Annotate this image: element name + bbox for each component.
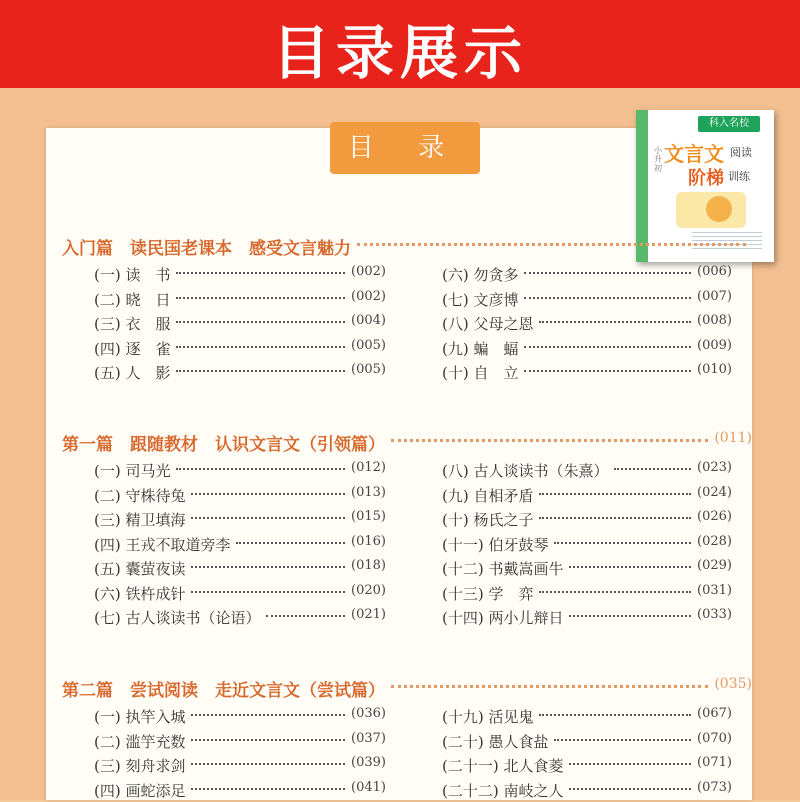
entry-leader-dots <box>176 297 345 299</box>
toc-entry <box>442 362 732 384</box>
entry-page-number: (008) <box>697 313 732 328</box>
entry-leader-dots <box>176 321 345 323</box>
entry-title: (三) 精卫填海 <box>94 511 186 529</box>
toc-entry <box>442 780 732 802</box>
entry-title: (十) 杨氏之子 <box>442 511 534 529</box>
toc-entry <box>442 583 732 605</box>
entry-leader-dots <box>569 763 691 765</box>
entry-leader-dots <box>539 517 691 519</box>
cover-title-main-2: 阶梯 <box>688 168 724 189</box>
section-heading <box>62 234 752 258</box>
entry-page-number: (007) <box>697 288 732 304</box>
entry-title: (二十一) 北人食菱 <box>442 757 564 775</box>
entry-page-number: (031) <box>697 582 732 598</box>
toc-entry <box>442 534 732 556</box>
entry-page-number: (009) <box>697 337 732 353</box>
section-heading <box>62 676 752 700</box>
entry-page-number: (010) <box>697 362 732 377</box>
cover-title-main: 文言文 <box>664 142 724 166</box>
entry-leader-dots <box>176 370 345 372</box>
toc-entry <box>94 706 386 728</box>
cover-side-text: 小升初 <box>654 146 662 173</box>
toc-entry <box>442 264 732 286</box>
toc-entry <box>94 607 386 629</box>
entry-page-number: (026) <box>697 509 732 524</box>
toc-entry <box>94 460 386 482</box>
toc-entry <box>94 509 386 531</box>
toc-entry <box>94 755 386 777</box>
entry-leader-dots <box>524 346 691 348</box>
section-title: 入门篇 读民国老课本 感受文言魅力 <box>62 239 351 259</box>
toc-entry <box>94 558 386 580</box>
toc-entry <box>94 313 386 335</box>
entry-leader-dots <box>524 297 691 299</box>
entry-page-number: (029) <box>697 558 732 573</box>
entry-leader-dots <box>191 591 345 593</box>
entry-leader-dots <box>176 468 345 470</box>
entry-title: (十三) 学 弈 <box>442 584 534 603</box>
entry-page-number: (020) <box>351 582 386 598</box>
entry-page-number: (070) <box>697 730 732 746</box>
toc-entry <box>442 509 732 531</box>
title-banner <box>0 0 800 88</box>
entry-page-number: (024) <box>697 484 732 500</box>
toc-entry <box>442 755 732 777</box>
entry-page-number: (016) <box>351 533 386 549</box>
entry-title: (七) 文彦博 <box>442 290 519 309</box>
entry-title: (九) 蝙 蝠 <box>442 339 519 358</box>
toc-entry <box>442 706 732 728</box>
entry-title: (十二) 书戴嵩画牛 <box>442 560 564 578</box>
toc-entry <box>94 362 386 384</box>
entry-title: (一) 读 书 <box>94 266 171 284</box>
entry-title: (三) 刻舟求剑 <box>94 757 186 775</box>
entry-title: (十九) 活见鬼 <box>442 708 534 726</box>
toc-entry <box>442 313 732 335</box>
entry-leader-dots <box>191 714 345 716</box>
entry-title: (四) 逐 雀 <box>94 339 171 358</box>
toc-entry <box>442 338 732 360</box>
entry-page-number: (018) <box>351 558 386 573</box>
entry-leader-dots <box>191 566 345 568</box>
entry-page-number: (021) <box>351 607 386 622</box>
section-title: 第二篇 尝试阅读 走近文言文（尝试篇） <box>62 681 385 701</box>
toc-entry <box>94 731 386 753</box>
entry-page-number: (028) <box>697 533 732 549</box>
section-page-number: (011) <box>714 430 752 446</box>
toc-entry <box>442 289 732 311</box>
entry-page-number: (023) <box>697 460 732 475</box>
cover-title-sub-2: 训练 <box>728 170 750 183</box>
entry-leader-dots <box>191 493 345 495</box>
toc-entry <box>442 607 732 629</box>
entry-title: (十一) 伯牙鼓琴 <box>442 535 549 554</box>
entry-page-number: (013) <box>351 484 386 500</box>
toc-entry <box>94 338 386 360</box>
entry-page-number: (037) <box>351 730 386 746</box>
entry-title: (二) 守株待兔 <box>94 486 186 505</box>
entry-title: (四) 王戎不取道旁李 <box>94 535 231 554</box>
entry-title: (七) 古人谈读书（论语） <box>94 609 261 627</box>
entry-page-number: (033) <box>697 607 732 622</box>
section-leader-dots <box>391 685 708 688</box>
entry-title: (二十) 愚人食盐 <box>442 732 549 751</box>
entry-page-number: (073) <box>697 779 732 795</box>
entry-page-number: (005) <box>351 362 386 377</box>
entry-title: (八) 古人谈读书（朱熹） <box>442 462 609 480</box>
toc-heading: 目 录 <box>330 122 480 174</box>
entry-leader-dots <box>524 272 691 274</box>
entry-title: (二十二) 南岐之人 <box>442 781 564 800</box>
entry-page-number: (039) <box>351 755 386 770</box>
toc-entry <box>442 460 732 482</box>
entry-leader-dots <box>191 763 345 765</box>
section-page-number: (035) <box>714 676 752 692</box>
entry-title: (一) 司马光 <box>94 462 171 480</box>
entry-page-number: (002) <box>351 264 386 279</box>
cover-badge: 科入名校 <box>698 116 760 132</box>
entry-leader-dots <box>554 542 691 544</box>
entry-leader-dots <box>539 714 691 716</box>
entry-leader-dots <box>176 346 345 348</box>
entry-page-number: (002) <box>351 288 386 304</box>
entry-leader-dots <box>176 272 345 274</box>
entry-leader-dots <box>191 517 345 519</box>
toc-entry <box>94 534 386 556</box>
entry-title: (八) 父母之恩 <box>442 315 534 333</box>
entry-leader-dots <box>539 591 691 593</box>
toc-entry <box>94 485 386 507</box>
entry-page-number: (006) <box>697 264 732 279</box>
cover-title-sub: 阅读 <box>730 146 752 159</box>
entry-leader-dots <box>569 566 691 568</box>
entry-title: (十) 自 立 <box>442 364 519 382</box>
entry-page-number: (067) <box>697 706 732 721</box>
entry-title: (五) 人 影 <box>94 364 171 382</box>
entry-title: (九) 自相矛盾 <box>442 486 534 505</box>
toc-entry <box>94 583 386 605</box>
entry-leader-dots <box>569 615 691 617</box>
entry-title: (一) 执竿入城 <box>94 708 186 726</box>
entry-leader-dots <box>236 542 345 544</box>
entry-leader-dots <box>191 788 345 790</box>
section-heading <box>62 430 752 454</box>
entry-leader-dots <box>539 321 691 323</box>
section-leader-dots <box>391 439 708 442</box>
toc-entry <box>94 264 386 286</box>
entry-page-number: (071) <box>697 755 732 770</box>
entry-leader-dots <box>614 468 691 470</box>
toc-entry <box>442 731 732 753</box>
entry-page-number: (004) <box>351 313 386 328</box>
entry-title: (六) 勿贪多 <box>442 266 519 284</box>
entry-page-number: (036) <box>351 706 386 721</box>
entry-leader-dots <box>554 739 691 741</box>
entry-page-number: (012) <box>351 460 386 475</box>
entry-title: (二) 晓 日 <box>94 290 171 309</box>
entry-page-number: (015) <box>351 509 386 524</box>
toc-entry <box>94 780 386 802</box>
entry-leader-dots <box>266 615 345 617</box>
entry-leader-dots <box>539 493 691 495</box>
entry-title: (三) 衣 服 <box>94 315 171 333</box>
cover-illustration-sun <box>706 196 732 222</box>
section-leader-dots <box>357 243 746 246</box>
entry-page-number: (041) <box>351 779 386 795</box>
toc-entry <box>94 289 386 311</box>
toc-entry <box>442 558 732 580</box>
entry-title: (四) 画蛇添足 <box>94 781 186 800</box>
banner-title: 目录展示 <box>271 19 528 87</box>
entry-leader-dots <box>524 370 691 372</box>
section-title: 第一篇 跟随教材 认识文言文（引领篇） <box>62 435 385 455</box>
toc-entry <box>442 485 732 507</box>
entry-leader-dots <box>569 788 691 790</box>
entry-leader-dots <box>191 739 345 741</box>
entry-title: (二) 滥竽充数 <box>94 732 186 751</box>
entry-title: (六) 铁杵成针 <box>94 584 186 603</box>
entry-page-number: (005) <box>351 337 386 353</box>
entry-title: (十四) 两小儿辩日 <box>442 609 564 627</box>
entry-title: (五) 囊萤夜读 <box>94 560 186 578</box>
